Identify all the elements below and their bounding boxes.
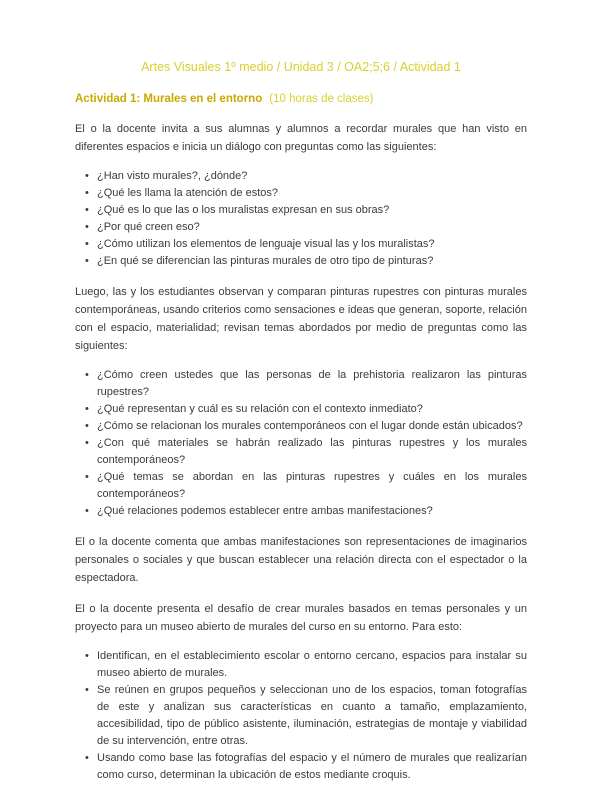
compare-paragraph: Luego, las y los estudiantes observan y comparan pinturas rupestres con pinturas murales contemporáneas, usando criterios como sensaciones e ideas que generan, soporte, relación con el espacio, materialidad; revisan temas abordados por medio de preguntas como las siguientes: <box>75 286 527 352</box>
list-item: • Identifican, en el establecimiento escolar o entorno cercano, espacios para instalar su museo abierto de murales. <box>88 648 527 682</box>
activity-hours: (10 horas de clases) <box>269 93 374 105</box>
activity-heading <box>75 92 527 107</box>
list-item: • ¿Cómo se relacionan los murales contemporáneos con el lugar donde están ubicados? <box>88 418 527 435</box>
list-item: • ¿Cómo creen ustedes que las personas de la prehistoria realizaron las pinturas rupestres? <box>88 367 527 401</box>
document-title: Artes Visuales 1º medio / Unidad 3 / OA2;5;6 / Actividad 1 <box>141 60 461 74</box>
list-item: • ¿Qué temas se abordan en las pinturas rupestres y cuáles en los murales contemporáneos? <box>88 469 527 503</box>
questions-list-murals <box>75 168 527 270</box>
list-item: • ¿Cómo utilizan los elementos de lenguaje visual las y los muralistas? <box>88 236 527 253</box>
list-item: • ¿En qué se diferencian las pinturas murales de otro tipo de pinturas? <box>88 253 527 270</box>
list-item: • Se reúnen en grupos pequeños y seleccionan uno de los espacios, toman fotografías de este y analizan sus características en cuanto a tamaño, emplazamiento, accesibilidad, tipo de público asistente, iluminación, estrategias de montaje y viabilidad de su intervención, entre otras. <box>88 682 527 750</box>
list-item: • ¿Qué relaciones podemos establecer entre ambas manifestaciones? <box>88 503 527 520</box>
list-item: • ¿Qué representan y cuál es su relación con el contexto inmediato? <box>88 401 527 418</box>
list-item: • ¿Qué les llama la atención de estos? <box>88 185 527 202</box>
intro-paragraph: El o la docente invita a sus alumnas y alumnos a recordar murales que han visto en diferentes espacios e inicia un diálogo con preguntas como las siguientes: <box>75 123 527 153</box>
list-item: • ¿Por qué creen eso? <box>88 219 527 236</box>
comment-paragraph: El o la docente comenta que ambas manifestaciones son representaciones de imaginarios personales o sociales y que buscan establecer una relación directa con el espectador o la espectadora. <box>75 536 527 584</box>
list-item: • ¿Qué es lo que las o los muralistas expresan en sus obras? <box>88 202 527 219</box>
list-item: • Usando como base las fotografías del espacio y el número de murales que realizarían como curso, determinan la ubicación de estos mediante croquis. <box>88 750 527 784</box>
list-item: • ¿Han visto murales?, ¿dónde? <box>88 168 527 185</box>
activity-title: Actividad 1: Murales en el entorno <box>75 93 263 105</box>
list-item: • ¿Con qué materiales se habrán realizado las pinturas rupestres y los murales contemporáneos? <box>88 435 527 469</box>
questions-list-compare <box>75 367 527 520</box>
challenge-paragraph: El o la docente presenta el desafío de crear murales basados en temas personales y un proyecto para un museo abierto de murales del curso en su entorno. Para esto: <box>75 603 527 633</box>
tasks-list <box>75 648 527 784</box>
